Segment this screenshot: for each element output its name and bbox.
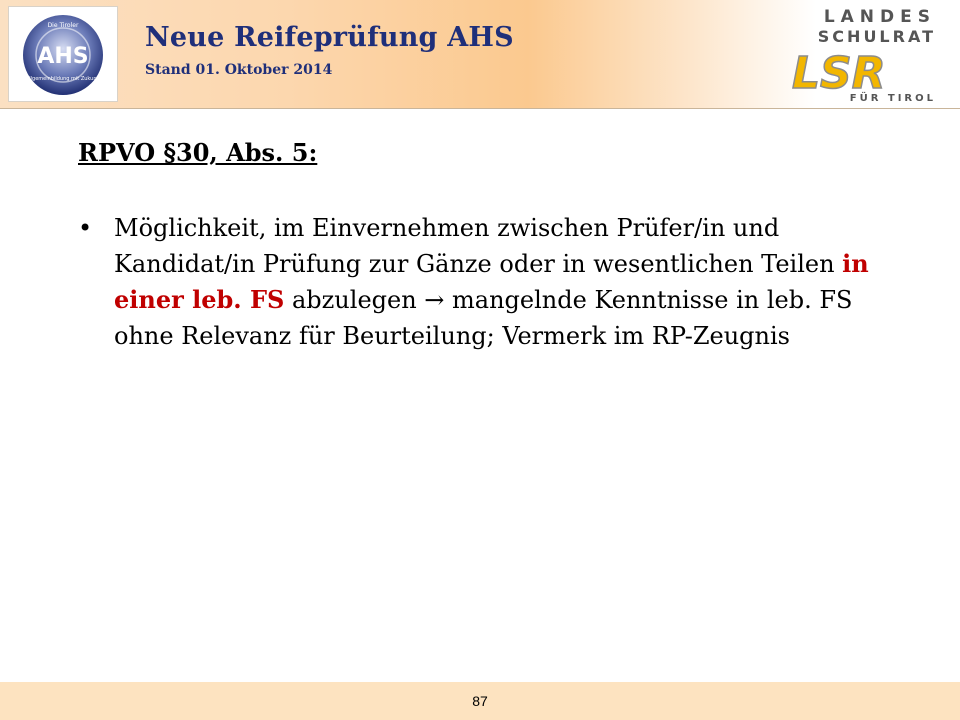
- lsr-logo-line1: LANDES: [823, 7, 936, 27]
- slide-subtitle: Stand 01. Oktober 2014: [145, 62, 333, 78]
- lsr-logo-line2: SCHULRAT: [817, 27, 936, 46]
- ahs-logo: [8, 6, 118, 102]
- ahs-logo-ring-text: Allgemeinbildung mit Zukunft: [25, 76, 101, 82]
- lsr-logo-line3: FÜR TIROL: [849, 93, 936, 104]
- ahs-logo-main-text: AHS: [37, 44, 89, 69]
- section-heading: RPVO §30, Abs. 5:: [78, 138, 318, 167]
- bullet-dot: •: [78, 214, 93, 242]
- slide-header: [0, 0, 960, 109]
- lsr-logo-mark: LSR: [792, 48, 886, 99]
- lsr-logo: [786, 4, 950, 104]
- slide-footer: [0, 682, 960, 720]
- bullet-list: [78, 210, 918, 354]
- bullet-highlight: in einer leb. FS: [114, 249, 869, 314]
- ahs-logo-graphic: [9, 7, 117, 101]
- bullet-item: [78, 210, 918, 354]
- bullet-text-start: Möglichkeit, im Einvernehmen zwischen Prüfer/in und Kandidat/in Prüfung zur Gänze oder in wesentlichen Teilen: [114, 214, 843, 278]
- lsr-logo-graphic: [786, 4, 950, 104]
- bullet-text-end: abzulegen → mangelnde Kenntnisse in leb. FS ohne Relevanz für Beurteilung; Vermerk im RP-Zeugnis: [114, 286, 853, 350]
- slide-title: Neue Reifeprüfung AHS: [145, 22, 514, 53]
- ahs-logo-top-text: Die Tiroler: [47, 22, 79, 29]
- page-number: 87: [472, 693, 488, 709]
